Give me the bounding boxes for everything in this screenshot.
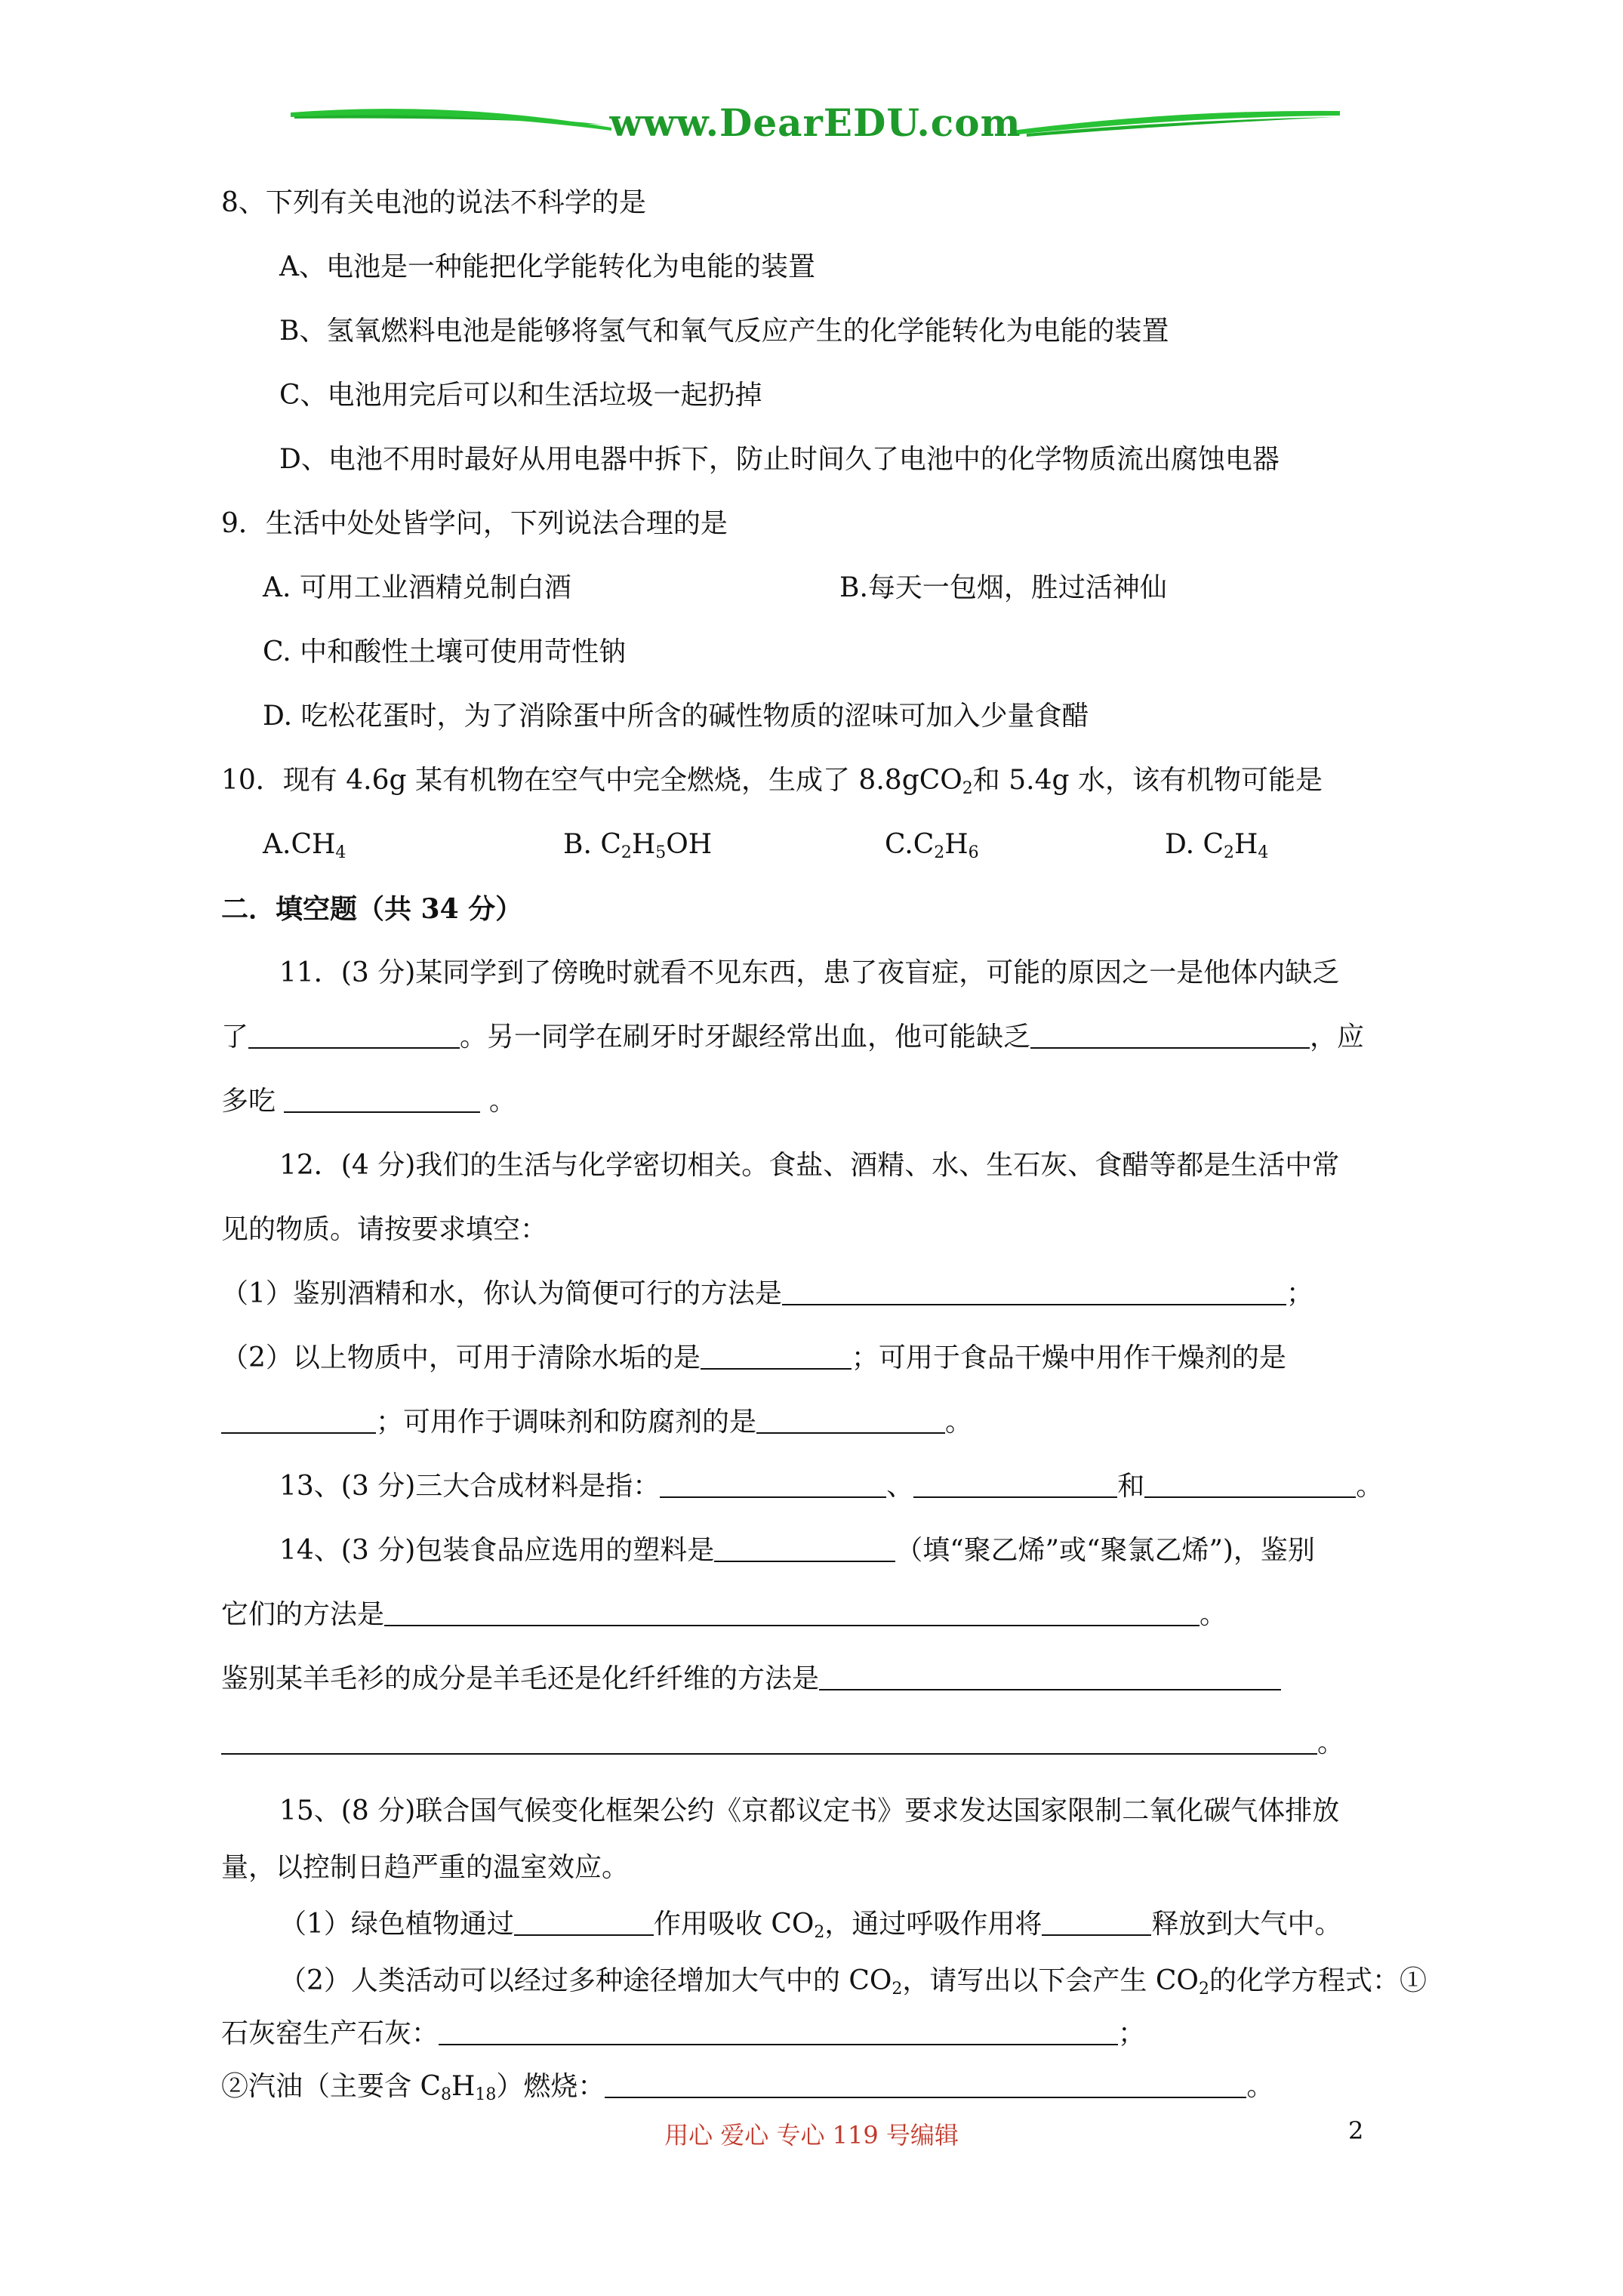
blank-scale-remover[interactable]: [701, 1342, 852, 1370]
q10-d-sub1: 2: [1224, 843, 1235, 862]
q14-line1: [279, 1533, 1315, 1569]
q14-text-d: 。: [1200, 1599, 1227, 1630]
q15-p4-text-a: ②汽油（主要含 C: [221, 2071, 441, 2102]
q15-p4-sub1: 8: [441, 2085, 451, 2104]
footer-text: 用心 爱心 专心 119 号编辑: [664, 2121, 959, 2150]
q10-option-a: [263, 827, 346, 863]
q15-p1-text-c: ，通过呼吸作用将: [824, 1909, 1042, 1940]
q8-option-a: A、电池是一种能把化学能转化为电能的装置: [279, 251, 815, 282]
q15-line2: 量，以控制日趋严重的温室效应。: [221, 1852, 630, 1883]
q10-a-sub: 4: [335, 843, 346, 862]
blank-identify-plastic[interactable]: [384, 1599, 1200, 1626]
q8-option-b: B、氢氧燃料电池是能够将氢气和氧气反应产生的化学能转化为电能的装置: [279, 316, 1169, 347]
q9-option-c: C. 中和酸性土壤可使用苛性钠: [263, 636, 627, 667]
q10-b-post: OH: [666, 829, 713, 860]
q9-option-a: A. 可用工业酒精兑制白酒: [263, 572, 571, 603]
q12-p2-text-d: 。: [945, 1407, 973, 1438]
page-number: 2: [1348, 2116, 1364, 2145]
q14-text-f: 。: [1317, 1727, 1345, 1758]
q12-p1-text: （1）鉴别酒精和水，你认为简便可行的方法是: [221, 1278, 782, 1309]
q14-text-b: （填“聚乙烯”或“聚氯乙烯”)，鉴别: [895, 1535, 1315, 1566]
q12-p2-text-b: ；可用于食品干燥中用作干燥剂的是: [851, 1342, 1286, 1373]
q12-p1-end: ；: [1286, 1278, 1313, 1309]
q13: [279, 1469, 1383, 1505]
q14-text-e: 鉴别某羊毛衫的成分是羊毛还是化纤纤维的方法是: [221, 1663, 820, 1694]
q12-part1: [221, 1276, 1313, 1312]
q10-c-sub1: 2: [934, 843, 945, 862]
q15-p2-text-b: ，请写出以下会产生 CO: [902, 1965, 1199, 1996]
q13-text-a: 13、(3 分)三大合成材料是指：: [279, 1471, 661, 1502]
section-title: 二．填空题（共 34 分）: [221, 893, 523, 925]
q15-p4-text-c: 。: [1246, 2071, 1274, 2102]
q14-line2: [221, 1597, 1227, 1633]
q10-d-mid: H: [1234, 829, 1258, 860]
q13-text-d: 。: [1356, 1471, 1384, 1502]
q10-option-c: [885, 827, 979, 863]
q10-c-pre: C.C: [885, 829, 935, 860]
q11-text-a: 了: [221, 1022, 249, 1052]
q13-text-c: 和: [1117, 1471, 1145, 1502]
q15-p4-text-b: ）燃烧：: [496, 2071, 605, 2102]
q10-stem: [221, 763, 1323, 799]
q8-stem: 8、下列有关电池的说法不科学的是: [221, 187, 646, 218]
q15-p2-text-c: 的化学方程式：①: [1209, 1965, 1427, 1996]
blank-material-1[interactable]: [660, 1471, 886, 1498]
q15-part3: [221, 2016, 1145, 2052]
q15-p1-sub: 2: [814, 1923, 825, 1942]
q15-part2: [279, 1963, 1427, 1999]
q11-text-c: ，应: [1310, 1022, 1365, 1052]
blank-gum-bleeding[interactable]: [1030, 1022, 1310, 1049]
blank-desiccant[interactable]: [221, 1407, 376, 1434]
q12-part2-cont: [221, 1404, 972, 1441]
q10-stem-text-b: 和 5.4g 水，该有机物可能是: [972, 765, 1323, 796]
q10-b-sub2: 5: [655, 843, 667, 862]
blank-night-blindness[interactable]: [248, 1022, 460, 1049]
q15-part1: [279, 1906, 1341, 1943]
q10-d-pre: D. C: [1165, 829, 1224, 860]
blank-identify-alcohol[interactable]: [782, 1278, 1286, 1305]
q8-option-d: D、电池不用时最好从用电器中拆下，防止时间久了电池中的化学物质流出腐蚀电器: [279, 444, 1280, 475]
q10-c-sub2: 6: [968, 843, 979, 862]
q10-stem-subscript: 2: [962, 779, 973, 798]
q10-b-pre: B. C: [563, 829, 621, 860]
q15-p3-text-a: 石灰窑生产石灰：: [221, 2018, 439, 2049]
q14-line4: [221, 1725, 1344, 1761]
blank-gasoline-equation[interactable]: [605, 2071, 1246, 2098]
q12-part2: [221, 1340, 1286, 1376]
q15-p3-text-b: ；: [1118, 2018, 1146, 2049]
blank-lime-kiln-equation[interactable]: [439, 2018, 1118, 2045]
q15-p4-sub2: 18: [475, 2085, 497, 2104]
q14-text-a: 14、(3 分)包装食品应选用的塑料是: [279, 1535, 715, 1566]
q15-part4: [221, 2069, 1273, 2105]
q15-p2-sub2: 2: [1198, 1980, 1209, 1999]
q10-b-mid: H: [631, 829, 656, 860]
q10-a-text: A.CH: [263, 829, 336, 860]
q15-line1: 15、(8 分)联合国气候变化框架公约《京都议定书》要求发达国家限制二氧化碳气体排放: [279, 1795, 1340, 1826]
q15-p1-text-d: 释放到大气中。: [1151, 1909, 1342, 1940]
blank-plastic[interactable]: [714, 1535, 895, 1562]
blank-respiration[interactable]: [1042, 1909, 1151, 1936]
q10-option-b: [563, 827, 712, 863]
q15-p4-mid: H: [451, 2071, 476, 2102]
q14-line3: [221, 1661, 1281, 1697]
q11-text-d: 多吃: [221, 1086, 276, 1117]
q11-text-b: 。另一同学在刷牙时牙龈经常出血，他可能缺乏: [460, 1022, 1031, 1052]
q9-option-b: B.每天一包烟，胜过活神仙: [839, 572, 1167, 603]
blank-photosynthesis[interactable]: [514, 1909, 654, 1936]
q13-text-b: 、: [886, 1471, 914, 1502]
q12-line2: 见的物质。请按要求填空：: [221, 1214, 548, 1245]
q15-p2-sub1: 2: [892, 1980, 903, 1999]
q15-p1-text-a: （1）绿色植物通过: [279, 1909, 514, 1940]
q9-option-d: D. 吃松花蛋时，为了消除蛋中所含的碱性物质的涩味可加入少量食醋: [263, 701, 1089, 732]
blank-seasoning[interactable]: [756, 1407, 945, 1434]
q15-p2-text-a: （2）人类活动可以经过多种途径增加大气中的 CO: [279, 1965, 892, 1996]
q10-b-sub1: 2: [621, 843, 632, 862]
header-logo: [287, 94, 1344, 162]
q12-line1: 12．(4 分)我们的生活与化学密切相关。食盐、酒精、水、生石灰、食醋等都是生活中常: [279, 1150, 1340, 1181]
q10-option-d: [1165, 827, 1268, 863]
blank-eat-more[interactable]: [284, 1086, 480, 1113]
q12-p2-text-a: （2）以上物质中，可用于清除水垢的是: [221, 1342, 701, 1373]
q11-line3: [221, 1083, 516, 1120]
blank-material-3[interactable]: [1144, 1471, 1356, 1498]
q11-line2: [221, 1019, 1364, 1056]
q8-option-c: C、电池用完后可以和生活垃圾一起扔掉: [279, 380, 762, 411]
q10-c-mid: H: [944, 829, 969, 860]
q15-p1-text-b: 作用吸收 CO: [653, 1909, 815, 1940]
q11-line1: 11．(3 分)某同学到了傍晚时就看不见东西，患了夜盲症，可能的原因之一是他体内缺乏: [279, 957, 1340, 988]
q10-d-sub2: 4: [1258, 843, 1269, 862]
q11-text-e: 。: [488, 1086, 516, 1117]
q12-p2-text-c: ；可用作于调味剂和防腐剂的是: [376, 1407, 757, 1438]
blank-identify-wool[interactable]: [819, 1663, 1281, 1690]
q14-text-c: 它们的方法是: [221, 1599, 385, 1630]
blank-material-2[interactable]: [913, 1471, 1117, 1498]
q9-stem: 9．生活中处处皆学问，下列说法合理的是: [221, 508, 728, 539]
blank-identify-wool-cont[interactable]: [221, 1727, 1317, 1755]
logo-text: www.DearEDU.com: [609, 100, 1021, 145]
q10-stem-text-a: 10．现有 4.6g 某有机物在空气中完全燃烧，生成了 8.8gCO: [221, 765, 962, 796]
